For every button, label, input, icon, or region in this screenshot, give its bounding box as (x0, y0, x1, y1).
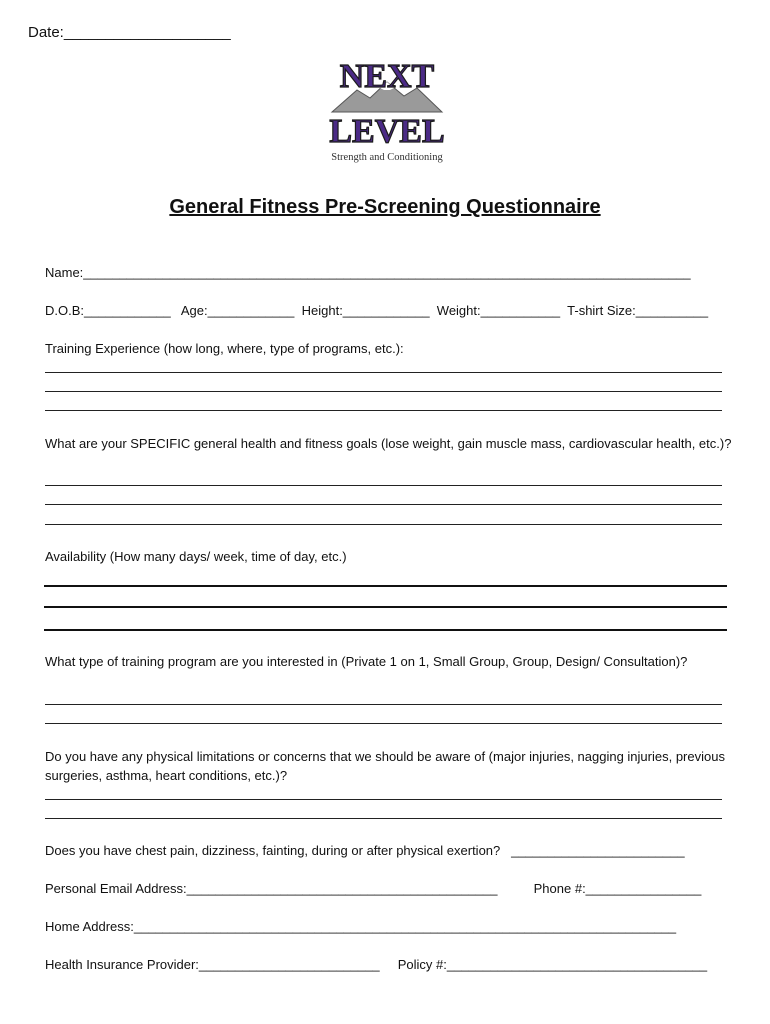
program-type-line-2[interactable] (45, 723, 722, 724)
training-experience-label: Training Experience (how long, where, type of programs, etc.): (45, 341, 404, 356)
logo-tagline: Strength and Conditioning (331, 152, 443, 163)
next-level-logo (312, 52, 462, 168)
limitations-line-2[interactable] (45, 818, 722, 819)
limitations-label: Do you have any physical limitations or concerns that we should be aware of (major injuries, nagging injuries, previous surgeries, asthma, heart conditions, etc.)? (45, 749, 725, 783)
page-title: General Fitness Pre-Screening Questionnaire (169, 196, 601, 218)
name-field[interactable]: Name:____________________________________________________________________________________ (45, 265, 691, 280)
training-experience-line-1[interactable] (45, 372, 722, 373)
chest-pain-question[interactable]: Does you have chest pain, dizziness, fainting, during or after physical exertion? ________________________ (45, 843, 685, 858)
availability-label: Availability (How many days/ week, time of day, etc.) (45, 549, 347, 564)
logo-line2: LEVEL (329, 113, 445, 150)
goals-line-1[interactable] (45, 485, 722, 486)
date-field[interactable]: Date:____________________ (28, 24, 231, 41)
availability-line-2[interactable] (44, 606, 727, 608)
training-experience-line-2[interactable] (45, 391, 722, 392)
home-address-field[interactable]: Home Address:___________________________________________________________________________ (45, 919, 677, 934)
program-type-label: What type of training program are you interested in (Private 1 on 1, Small Group, Group, Design/ Consultation)? (45, 654, 688, 669)
program-type-line-1[interactable] (45, 704, 722, 705)
limitations-line-1[interactable] (45, 799, 722, 800)
insurance-policy-row[interactable]: Health Insurance Provider:_________________________ Policy #:____________________________________ (45, 957, 708, 972)
availability-line-1[interactable] (44, 585, 727, 587)
availability-line-3[interactable] (44, 629, 727, 631)
goals-label: What are your SPECIFIC general health and fitness goals (lose weight, gain muscle mass, cardiovascular health, etc.)? (45, 436, 732, 451)
logo-line1: NEXT (339, 58, 435, 95)
goals-line-2[interactable] (45, 504, 722, 505)
training-experience-line-3[interactable] (45, 410, 722, 411)
email-phone-row[interactable]: Personal Email Address:___________________________________________ Phone #:________________ (45, 881, 702, 896)
dob-age-height-weight-row[interactable]: D.O.B:____________ Age:____________ Height:____________ Weight:___________ T-shirt Size:__________ (45, 303, 709, 318)
goals-line-3[interactable] (45, 524, 722, 525)
